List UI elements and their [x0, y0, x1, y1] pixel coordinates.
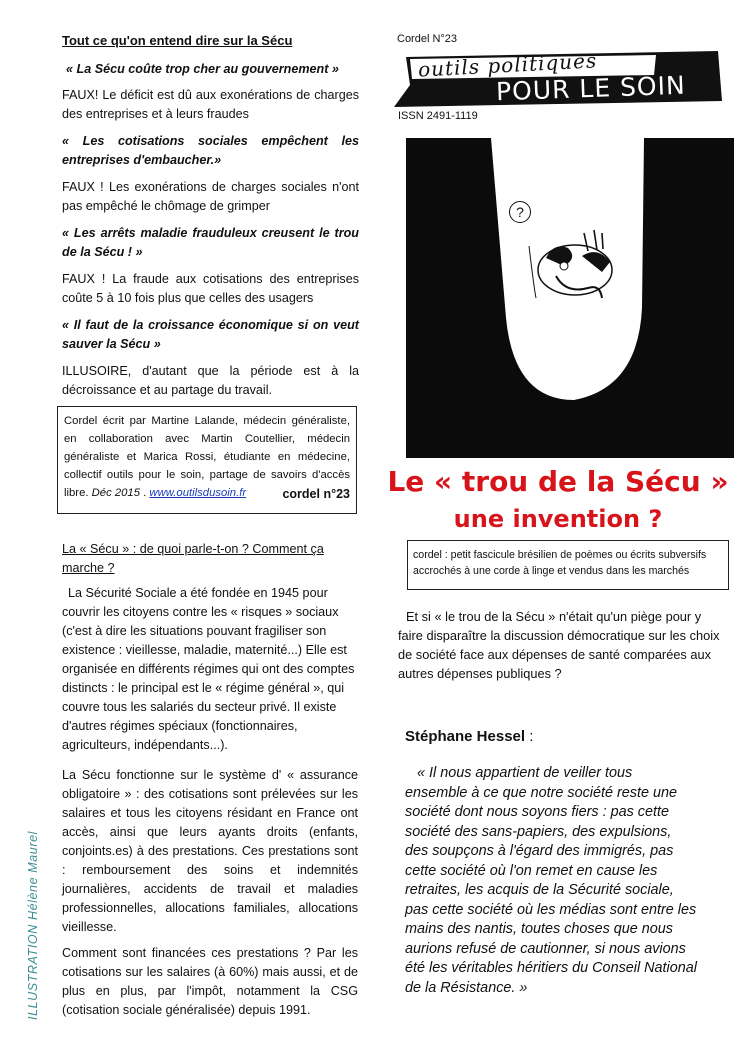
issn: ISSN 2491-1119 [398, 110, 478, 122]
quote-colon: : [529, 728, 534, 745]
cordel-number: Cordel N°23 [397, 33, 458, 45]
claim-2: « Les cotisations sociales empêchent les entreprises d'embaucher.» [62, 134, 359, 167]
logo-line-1: outils politiques [417, 48, 598, 82]
question-bubble: ? [509, 201, 531, 223]
main-subtitle: une invention ? [453, 505, 663, 533]
credits-text: Cordel écrit par Martine Lalande, médecin généraliste, en collaboration avec Martin Coutellier, médecin généraliste et Marica Rossi, étudiante en médecine, collectif outils pour le soin, partage de savoirs d'accès libre. [64, 415, 350, 499]
answer-1: FAUX! Le déficit est dû aux exonérations de charges des entreprises et à leurs fraudes [62, 88, 359, 121]
answer-2: FAUX ! Les exonérations de charges sociales n'ont pas empêché le chômage de grimper [62, 180, 359, 213]
claim-4: « Il faut de la croissance économique si on veut sauver la Sécu » [62, 318, 359, 351]
credits-paragraph [64, 412, 350, 502]
secu-paragraph-3: Comment sont financées ces prestations ? Par les cotisations sur les salaires (à 60%) mais aussi, et de plus en plus, par l'impôt, notamment la CSG (cotisation sociale généralisée) depuis 1991. [62, 946, 358, 1017]
secu-paragraph-2: La Sécu fonctionne sur le système d' « assurance obligatoire » : des cotisations sont prélevées sur les salaires et tous les citoyens résidant en France ont accès, ainsi que leurs ayants droits (enfants, conjoints.es) à des prestations. Ces prestations sont : remboursement des soins et indemnités journalières, accidents de travail et maladies professionnelles, allocations familiales, allocations vieillesse. [62, 768, 358, 934]
illustration-credit: ILLUSTRATION Hélène Maurel [26, 830, 40, 1020]
logo-line-2: POUR LE SOIN [495, 70, 687, 107]
hole-illustration [406, 138, 734, 458]
main-title: Le « trou de la Sécu » [387, 465, 729, 498]
section-heading: Tout ce qu'on entend dire sur la Sécu [62, 33, 293, 48]
credits-separator: . [143, 487, 147, 499]
credits-date: Déc 2015 [91, 487, 140, 499]
quote-author: Stéphane Hessel [405, 728, 526, 745]
claim-1: « La Sécu coûte trop cher au gouvernement » [66, 62, 339, 76]
logo [388, 45, 723, 110]
website-link[interactable]: www.outilsdusoin.fr [149, 487, 247, 499]
hessel-quote: « Il nous appartient de veiller tous ensemble à ce que notre société reste une société dont nous soyons fiers : pas cette société des sans-papiers, des expulsions, des soupçons à l'égard des immigrés, pas cette société où l'on remet en cause les retraites, les acquis de la Sécurité sociale, pas cette société où les médias sont entre les mains des nantis, toutes choses que nous aurions refusé de cautionner, si nous avions été les véritables héritiers du Conseil National de la Résistance. » [405, 765, 697, 996]
secu-heading: La « Sécu » : de quoi parle-t-on ? Comment ça marche ? [62, 542, 324, 575]
claim-3: « Les arrêts maladie frauduleux creusent le trou de la Sécu ! » [62, 226, 359, 259]
secu-paragraph-1: La Sécurité Sociale a été fondée en 1945 pour couvrir les citoyens contre les « risques » sociaux (c'est à dire les situations pouvant fragiliser son existence : vieillesse, maladie, maternité...) Elle est organisée en différents régimes qui ont des comptes distincts : le principal est le « régime général », qui couvre tous les salariés du secteur privé. Il existe d'autres régimes spéciaux (fonctionnaires, agriculteurs, indépendants...). [62, 586, 355, 752]
cordel-badge: cordel n°23 [282, 487, 350, 501]
hole-drawing [406, 138, 734, 458]
answer-4: ILLUSOIRE, d'autant que la période est à la décroissance et au partage du travail. [62, 364, 359, 397]
quote-author-line [405, 728, 533, 745]
answer-3: FAUX ! La fraude aux cotisations des entreprises coûte 5 à 10 fois plus que celles des usagers [62, 272, 359, 305]
definition-box: cordel : petit fascicule brésilien de poèmes ou écrits subversifs accrochés à une corde à linge et vendus dans les marchés [407, 540, 729, 590]
question-paragraph: Et si « le trou de la Sécu » n'était qu'un piège pour y faire disparaître la discussion démocratique sur les choix de société face aux dépenses de santé comparées aux autres dépenses publiques ? [398, 609, 720, 681]
credits-box [57, 406, 357, 514]
